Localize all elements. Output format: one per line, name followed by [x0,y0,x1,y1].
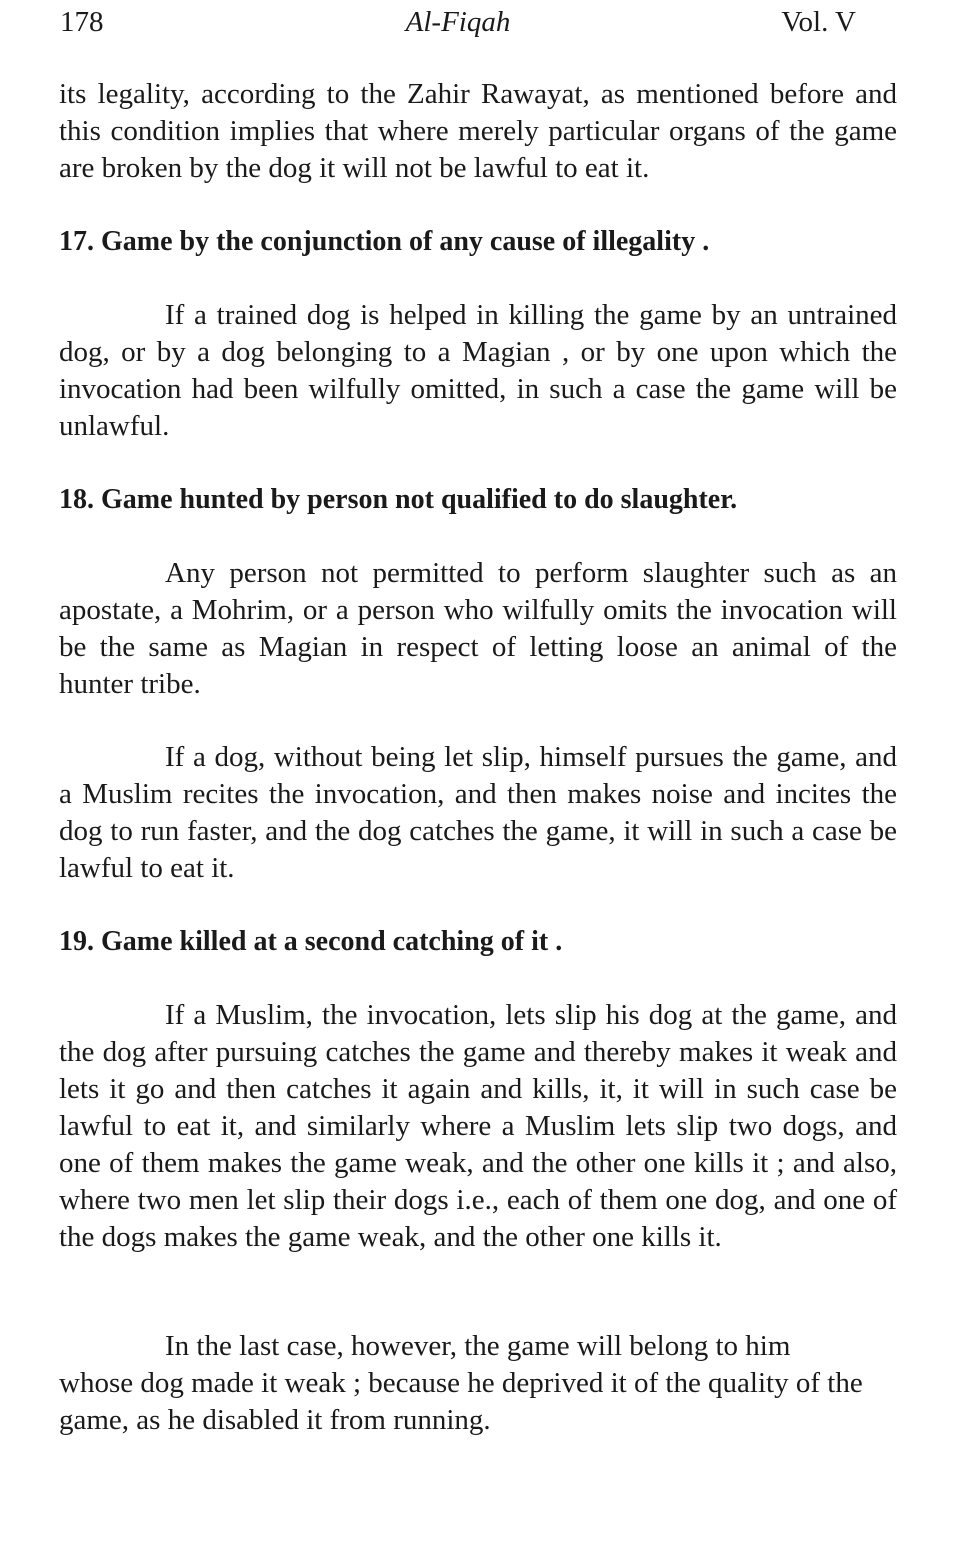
paragraph-18a: Any person not permitted to perform slaughter such as an apostate, a Mohrim, or a person who wilfully omits the invocation will be the same as Magian in respect of letting loose an animal of the hunter tribe. [59,557,897,700]
book-title: Al-Fiqah [405,6,511,38]
section-heading-19: 19. Game killed at a second catching of it . [59,926,563,957]
paragraph-18b: If a dog, without being let slip, himself pursues the game, and a Muslim recites the invocation, and then makes noise and incites the dog to run faster, and the dog catches the game, it will in such a case be lawful to eat it. [59,741,897,884]
volume-label: Vol. V [781,6,856,38]
paragraph-19b: In the last case, however, the game will belong to him whose dog made it weak ; because he deprived it of the quality of the game, as he disabled it from running. [59,1330,863,1436]
section-heading-17: 17. Game by the conjunction of any cause of illegality . [59,226,710,257]
section-heading-18: 18. Game hunted by person not qualified to do slaughter. [59,484,738,515]
paragraph-intro: its legality, according to the Zahir Rawayat, as mentioned before and this condition implies that where merely particular organs of the game are broken by the dog it will not be lawful to eat it. [59,78,897,184]
paragraph-17: If a trained dog is helped in killing the game by an untrained dog, or by a dog belonging to a Magian , or by one upon which the invocation had been wilfully omitted, in such a case the game will be unlawful. [59,299,897,442]
paragraph-19a: If a Muslim, the invocation, lets slip his dog at the game, and the dog after pursuing catches the game and thereby makes it weak and lets it go and then catches it again and kills, it, it will in such case be lawful to eat it, and similarly where a Muslim lets slip two dogs, and one of them makes the game weak, and the other one kills it ; and also, where two men let slip their dogs i.e., each of them one dog, and one of the dogs makes the game weak, and the other one kills it. [59,999,897,1253]
page-number: 178 [60,6,104,38]
running-header [60,4,856,40]
